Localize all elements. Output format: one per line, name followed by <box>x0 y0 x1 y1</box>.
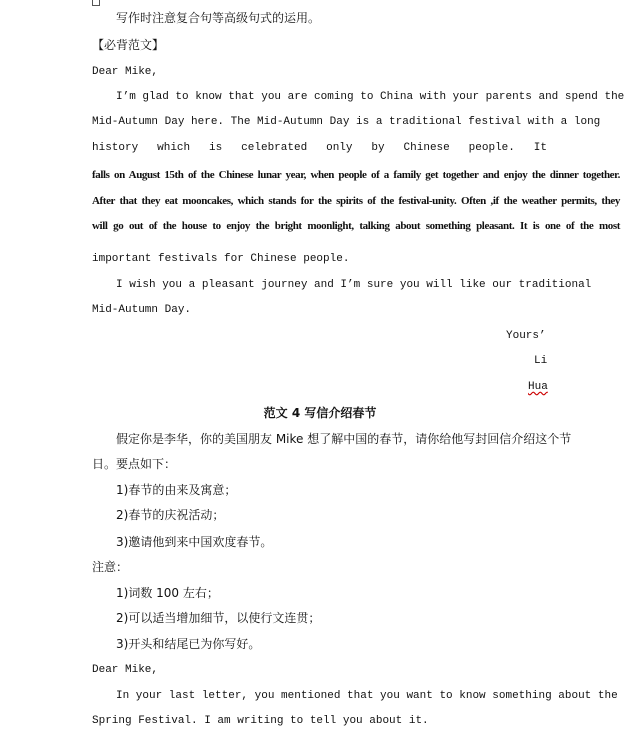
letter1-p2-line-1: I wish you a pleasant journey and I’m sure you will like our traditional <box>116 279 592 291</box>
task-point-1: 1)春节的由来及寓意； <box>116 483 237 497</box>
task-point-2: 2)春节的庆祝活动； <box>116 508 225 522</box>
spellcheck-underlined-word: Hua <box>528 381 548 393</box>
letter1-salutation: Dear Mike, <box>92 66 159 78</box>
letter2-line-2: Spring Festival. I am writing to tell you about it. <box>92 715 429 727</box>
letter2-salutation: Dear Mike, <box>92 664 159 676</box>
letter1-closing: Yours’ <box>506 330 546 342</box>
note-3: 3)开头和结尾已为你写好。 <box>116 637 261 651</box>
task-point-3: 3)邀请他到来中国欢度春节。 <box>116 535 273 549</box>
letter1-line-7: important festivals for Chinese people. <box>92 253 350 265</box>
text-cursor-marker <box>92 0 100 6</box>
task-intro-line-2: 日。要点如下： <box>92 457 177 471</box>
section-heading-must-recite: 【必背范文】 <box>92 38 165 52</box>
letter1-line-1: I’m glad to know that you are coming to China with your parents and spend the <box>116 91 625 103</box>
top-note: 写作时注意复合句等高级句式的运用。 <box>116 11 321 25</box>
letter1-signature-first: Li <box>534 355 548 367</box>
section-title-sample-4: 范文 4 写信介绍春节 <box>263 406 377 420</box>
letter1-p2-line-2: Mid-Autumn Day. <box>92 304 192 316</box>
letter1-signature-last <box>528 380 548 394</box>
notes-label: 注意： <box>92 560 129 574</box>
letter1-line-4: falls on August 15th of the Chinese lunar year, when people of a family get together and enjoy the dinner together. <box>92 169 620 181</box>
task-intro-line-1: 假定你是李华，你的美国朋友 Mike 想了解中国的春节，请你给他写封回信介绍这个节 <box>116 432 572 446</box>
letter1-line-3: history which is celebrated only by Chinese people. It <box>92 142 547 154</box>
note-1: 1)词数 100 左右； <box>116 586 219 600</box>
letter1-line-6: will go out of the house to enjoy the bright moonlight, talking about something pleasant. It is one of the most <box>92 220 620 232</box>
letter2-line-1: In your last letter, you mentioned that you want to know something about the <box>116 690 618 702</box>
note-2: 2)可以适当增加细节，以使行文连贯； <box>116 611 321 625</box>
letter1-line-5: After that they eat mooncakes, which stands for the spirits of the festival-unity. Often ,if the weather permits, they <box>92 195 620 207</box>
letter1-line-2: Mid-Autumn Day here. The Mid-Autumn Day is a traditional festival with a long <box>92 116 601 128</box>
